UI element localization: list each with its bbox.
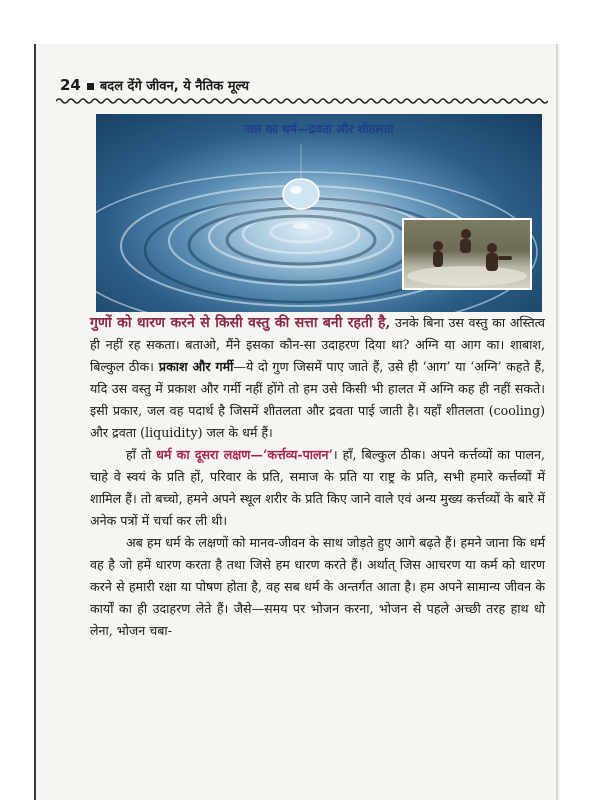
paragraph-1-text-a: उनके बिना उस वस्तु का अस्तित्व ही नहीं रह सकता। बताओ, मैंने इसका कौन-सा उदाहरण दिया था? अग्नि या आग का। शाबाश, बिल्कुल ठीक। (90, 315, 546, 374)
water-drop-figure (96, 114, 542, 312)
paragraph-1 (90, 312, 545, 444)
header-wavy-rule (56, 96, 548, 106)
header-bullet-icon (87, 83, 94, 90)
paragraph-1-bold: प्रकाश और गर्मी (153, 359, 234, 374)
children-playing-illustration (404, 220, 530, 288)
page-number: 24 (60, 76, 81, 94)
paragraph-2 (90, 444, 545, 532)
paragraph-1-text-b: —ये दो गुण जिसमें पाए जाते हैं, उसे ही ‘आग’ या ‘अग्नि’ कहते हैं, यदि उस वस्तु में प्रकाश और गर्मी नहीं होंगे तो हम उसे किसी भी हालत में अग्नि कह ही नहीं सकते। इसी प्रकार, जल वह पदार्थ है जिसमें शीतलता और द्रवता पाई जाती है। यहाँ शीतलता (cooling) और द्रवता (liquidity) जल के धर्म हैं। (90, 359, 546, 440)
paragraph-2-text-a: हाँ तो (126, 447, 157, 462)
paragraph-3: अब हम धर्म के लक्षणों को मानव-जीवन के साथ जोड़ते हुए आगे बढ़ते हैं। हमने जाना कि धर्म वह है जो हमें धारण करता है तथा जिसे हम धारण करते हैं। अर्थात् जिस आचरण या कर्म को धारण करने से हमारी रक्षा या पोषण होता है, वह सब धर्म के अन्तर्गत आता है। हम अपने सामान्य जीवन के कार्यों का ही उदाहरण लेते हैं। जैसे—समय पर भोजन करना, भोजन से पहले अच्छी तरह हाथ धो लेना, भोजन चबा- (90, 535, 545, 638)
figure-caption: जल का धर्म—द्रवता और शीतलता (244, 122, 394, 136)
paragraph-1-lead: गुणों को धारण करने से किसी वस्तु की सत्ता बनी रहती है, (90, 315, 391, 331)
body-text (90, 312, 545, 642)
paragraph-2-highlight: धर्म का दूसरा लक्षण—‘कर्त्तव्य-पालन’ (156, 447, 333, 462)
paragraph-2-text-b: । हाँ, बिल्कुल ठीक। अपने कर्त्तव्यों का पालन, चाहे वे स्वयं के प्रति हों, परिवार के प्रति, समाज के प्रति या राष्ट्र के प्रति, सभी हमारे कर्त्तव्यों में शामिल हैं। तो बच्चो, हमने अपने स्थूल शरीर के प्रति किए जाने वाले एवं अन्य मुख्य कर्त्तव्यों के बारे में अनेक पत्रों में चर्चा कर ली थी। (90, 447, 545, 528)
book-title: बदल देंगे जीवन, ये नैतिक मूल्य (99, 79, 250, 94)
page-edge (556, 44, 558, 800)
children-in-water-photo (402, 218, 532, 290)
